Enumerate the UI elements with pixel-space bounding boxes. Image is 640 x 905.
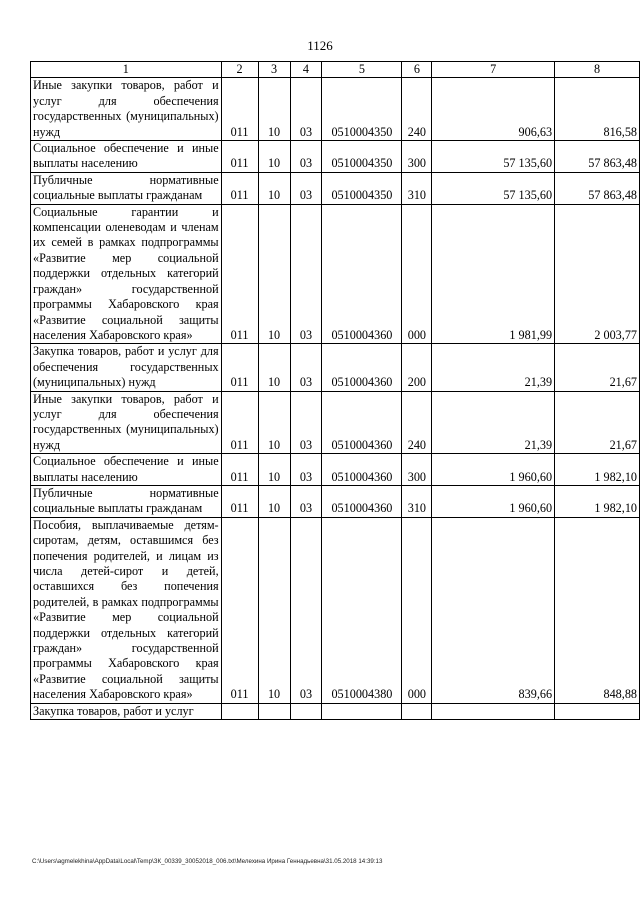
table-row — [31, 485, 640, 517]
row-amount-col7: 1 960,60 — [432, 454, 555, 486]
row-name: Социальное обеспечение и иные выплаты населению — [31, 454, 222, 486]
row-subsection-code: 03 — [290, 344, 322, 391]
row-amount-col7: 57 135,60 — [432, 141, 555, 173]
row-amount-col7: 906,63 — [432, 78, 555, 141]
row-ministry-code: 011 — [221, 391, 258, 454]
row-ministry-code: 011 — [221, 78, 258, 141]
row-amount-col8: 57 863,48 — [555, 172, 640, 204]
header-col-7: 7 — [432, 62, 555, 78]
row-amount-col8: 57 863,48 — [555, 141, 640, 173]
row-name: Публичные нормативные социальные выплаты гражданам — [31, 172, 222, 204]
table-row — [31, 172, 640, 204]
row-amount-col8: 816,58 — [555, 78, 640, 141]
row-amount-col8 — [555, 703, 640, 719]
row-amount-col7: 1 960,60 — [432, 485, 555, 517]
row-name: Социальное обеспечение и иные выплаты населению — [31, 141, 222, 173]
header-col-4: 4 — [290, 62, 322, 78]
row-amount-col8: 1 982,10 — [555, 485, 640, 517]
row-subsection-code: 03 — [290, 454, 322, 486]
row-name: Публичные нормативные социальные выплаты гражданам — [31, 485, 222, 517]
row-expense-type: 000 — [402, 204, 432, 344]
table-header-row — [31, 62, 640, 78]
table-row — [31, 141, 640, 173]
row-amount-col8: 848,88 — [555, 517, 640, 703]
row-target-code: 0510004350 — [322, 141, 402, 173]
row-ministry-code: 011 — [221, 204, 258, 344]
row-section-code: 10 — [258, 172, 290, 204]
row-ministry-code: 011 — [221, 141, 258, 173]
table-row — [31, 454, 640, 486]
row-amount-col7: 839,66 — [432, 517, 555, 703]
row-section-code — [258, 703, 290, 719]
budget-table — [30, 61, 640, 720]
row-name: Закупка товаров, работ и услуг — [31, 703, 222, 719]
row-target-code: 0510004360 — [322, 391, 402, 454]
row-subsection-code: 03 — [290, 391, 322, 454]
row-amount-col8: 1 982,10 — [555, 454, 640, 486]
header-col-1: 1 — [31, 62, 222, 78]
header-col-3: 3 — [258, 62, 290, 78]
header-col-5: 5 — [322, 62, 402, 78]
row-ministry-code: 011 — [221, 485, 258, 517]
row-amount-col8: 21,67 — [555, 391, 640, 454]
row-name: Пособия, выплачиваемые детям-сиротам, детям, оставшимся без попечения родителей, и лицам из числа детей-сирот и детей, оставшихся без попечения родителей, в рамках подпрограммы «Развитие мер социальной поддержки отдельных категорий граждан» государственной программы Хабаровского края «Развитие социальной защиты населения Хабаровского края» — [31, 517, 222, 703]
row-expense-type: 300 — [402, 454, 432, 486]
row-subsection-code: 03 — [290, 517, 322, 703]
row-subsection-code: 03 — [290, 172, 322, 204]
row-target-code: 0510004360 — [322, 204, 402, 344]
header-col-6: 6 — [402, 62, 432, 78]
row-target-code: 0510004360 — [322, 454, 402, 486]
row-section-code: 10 — [258, 78, 290, 141]
row-ministry-code: 011 — [221, 172, 258, 204]
row-target-code: 0510004360 — [322, 344, 402, 391]
row-ministry-code: 011 — [221, 344, 258, 391]
row-expense-type: 240 — [402, 78, 432, 141]
row-section-code: 10 — [258, 454, 290, 486]
row-section-code: 10 — [258, 391, 290, 454]
row-section-code: 10 — [258, 344, 290, 391]
row-amount-col7: 21,39 — [432, 344, 555, 391]
row-target-code: 0510004380 — [322, 517, 402, 703]
row-subsection-code: 03 — [290, 141, 322, 173]
row-amount-col8: 21,67 — [555, 344, 640, 391]
table-row — [31, 703, 640, 719]
table-row — [31, 78, 640, 141]
table-row — [31, 204, 640, 344]
row-expense-type — [402, 703, 432, 719]
row-section-code: 10 — [258, 204, 290, 344]
row-section-code: 10 — [258, 141, 290, 173]
row-section-code: 10 — [258, 517, 290, 703]
row-amount-col7: 21,39 — [432, 391, 555, 454]
row-expense-type: 240 — [402, 391, 432, 454]
row-name: Иные закупки товаров, работ и услуг для обеспечения государственных (муниципальных) нужд — [31, 78, 222, 141]
row-expense-type: 310 — [402, 172, 432, 204]
row-expense-type: 310 — [402, 485, 432, 517]
row-amount-col8: 2 003,77 — [555, 204, 640, 344]
header-col-8: 8 — [555, 62, 640, 78]
page-number: 1126 — [307, 38, 333, 53]
row-subsection-code: 03 — [290, 485, 322, 517]
table-row — [31, 344, 640, 391]
row-section-code: 10 — [258, 485, 290, 517]
row-name: Иные закупки товаров, работ и услуг для обеспечения государственных (муниципальных) нужд — [31, 391, 222, 454]
table-row — [31, 517, 640, 703]
row-target-code: 0510004350 — [322, 172, 402, 204]
row-subsection-code: 03 — [290, 204, 322, 344]
file-path-footer: C:\Users\agmelekhina\AppData\Local\Temp\ЗК_00339_30052018_006.txt\Мелехина Ирина Геннадьевна\31.05.2018 14:39:13 — [32, 858, 383, 865]
row-ministry-code — [221, 703, 258, 719]
row-subsection-code — [290, 703, 322, 719]
row-target-code — [322, 703, 402, 719]
row-subsection-code: 03 — [290, 78, 322, 141]
row-amount-col7: 57 135,60 — [432, 172, 555, 204]
row-expense-type: 300 — [402, 141, 432, 173]
row-amount-col7 — [432, 703, 555, 719]
row-expense-type: 000 — [402, 517, 432, 703]
row-ministry-code: 011 — [221, 517, 258, 703]
row-name: Закупка товаров, работ и услуг для обеспечения государственных (муниципальных) нужд — [31, 344, 222, 391]
row-target-code: 0510004350 — [322, 78, 402, 141]
row-amount-col7: 1 981,99 — [432, 204, 555, 344]
row-target-code: 0510004360 — [322, 485, 402, 517]
header-col-2: 2 — [221, 62, 258, 78]
table-row — [31, 391, 640, 454]
row-expense-type: 200 — [402, 344, 432, 391]
row-ministry-code: 011 — [221, 454, 258, 486]
row-name: Социальные гарантии и компенсации оленеводам и членам их семей в рамках подпрограммы «Развитие мер социальной поддержки отдельных категорий граждан» государственной программы Хабаровского края «Развитие социальной защиты населения Хабаровского края» — [31, 204, 222, 344]
